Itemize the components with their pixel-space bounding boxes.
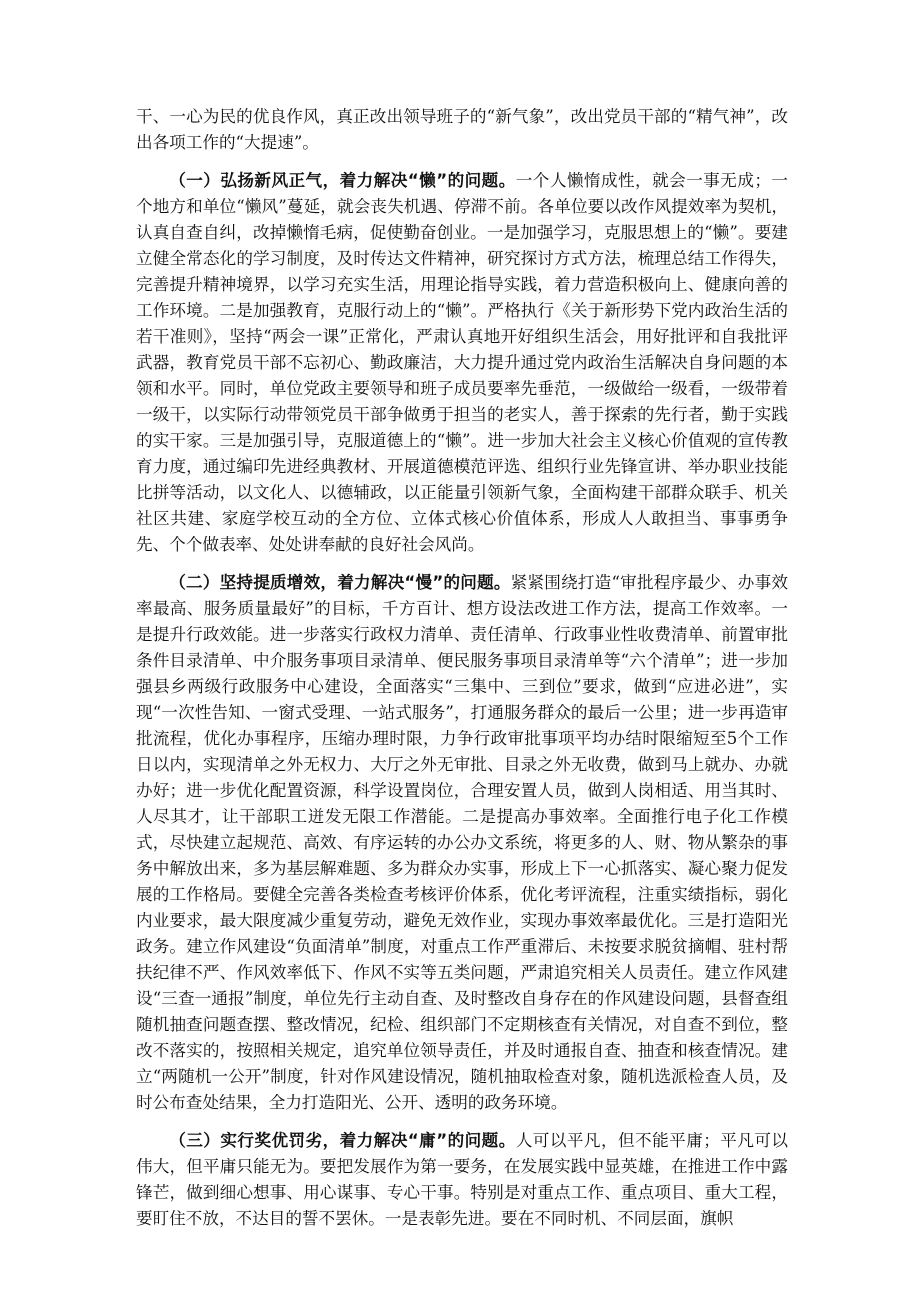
section-heading-lan: （一）弘扬新风正气，着力解决“懒”的问题。 <box>169 171 516 190</box>
paragraph-body: 紧紧围绕打造“审批程序最少、办事效率最高、服务质量最好”的目标，千方百计、想方设法改进工作方法，提高工作效率。一是提升行政效能。进一步落实行政权力清单、责任清单、行政事业性收费清单、前置审批条件目录清单、中介服务事项目录清单、便民服务事项目录清单等“六个清单”；进一步加强县乡两级行政服务中心建设，全面落实“三集中、三到位”要求，做到“应进必进”，实现“一次性告知、一窗式受理、一站式服务”，打通服务群众的最后一公里；进一步再造审批流程，优化办事程序，压缩办理时限，力争行政审批事项平均办结时限缩短至5个工作日以内，实现清单之外无权力、大厅之外无审批、目录之外无收费，做到马上就办、办就办好；进一步优化配置资源，科学设置岗位，合理安置人员，做到人岗相适、用当其时、人尽其才，让干部职工迸发无限工作潜能。二是提高办事效率。全面推行电子化工作模式，尽快建立起规范、高效、有序运转的办公办文系统，将更多的人、财、物从繁杂的事务中解放出来，多为基层解难题、多为群众办实事，形成上下一心抓落实、凝心聚力促发展的工作格局。要健全完善各类检查考核评价体系，优化考评流程，注重实绩指标，弱化内业要求，最大限度减少重复劳动，避免无效作业，实现办事效率最优化。三是打造阳光政务。建立作风建设“负面清单”制度，对重点工作严重滞后、未按要求脱贫摘帽、驻村帮扶纪律不严、作风效率低下、作风不实等五类问题，严肃追究相关人员责任。建立作风建设“三查一通报”制度，单位先行主动自查、及时整改自身存在的作风建设问题，县督查组随机抽查问题查摆、整改情况，纪检、组织部门不定期核查有关情况，对自查不到位，整改不落实的，按照相关规定，追究单位领导责任，并及时通报自查、抽查和核查情况。建立“两随机一公开”制度，针对作风建设情况，随机抽取检查对象，随机选派检查人员，及时公布查处结果，全力打造阳光、公开、透明的政务环境。 <box>136 573 788 1112</box>
section-heading-man: （二）坚持提质增效，着力解决“慢”的问题。 <box>169 573 511 592</box>
section-heading-yong: （三）实行奖优罚劣，着力解决“庸”的问题。 <box>169 1131 516 1150</box>
paragraph-intro <box>136 104 788 156</box>
paragraph-body: 一个人懒惰成性，就会一事无成；一个地方和单位“懒风”蔓延，就会丧失机遇、停滞不前。各单位要以改作风提效率为契机，认真自查自纠，改掉懒惰毛病，促使勤奋创业。一是加强学习，克服思想上的“懒”。要建立健全常态化的学习制度，及时传达文件精神，研究探讨方式方法，梳理总结工作得失，完善提升精神境界，以学习充实生活，用理论指导实践，着力营造积极向上、健康向善的工作环境。二是加强教育，克服行动上的“懒”。严格执行《关于新形势下党内政治生活的若干准则》，坚持“两会一课”正常化，严肃认真地开好组织生活会，用好批评和自我批评武器，教育党员干部不忘初心、勤政廉洁，大力提升通过党内政治生活解决自身问题的本领和水平。同时，单位党政主要领导和班子成员要率先垂范，一级做给一级看，一级带着一级干，以实际行动带领党员干部争做勇于担当的老实人，善于探索的先行者，勤于实践的实干家。三是加强引导，克服道德上的“懒”。进一步加大社会主义核心价值观的宣传教育力度，通过编印先进经典教材、开展道德模范评选、组织行业先锋宣讲、举办职业技能比拼等活动，以文化人、以德辅政，以正能量引领新气象，全面构建干部群众联手、机关社区共建、家庭学校互动的全方位、立体式核心价值体系，形成人人敢担当、事事勇争先、个个做表率、处处讲奉献的良好社会风尚。 <box>136 171 789 554</box>
paragraph-section-3 <box>136 1128 788 1232</box>
paragraph-section-2 <box>136 570 788 1116</box>
paragraph-section-1 <box>136 168 788 558</box>
paragraph-body: 人可以平凡，但不能平庸；平凡可以伟大，但平庸只能无为。要把发展作为第一要务，在发展实践中显英雄，在推进工作中露锋芒，做到细心想事、用心谋事、专心干事。特别是对重点工作、重点项目、重大工程，要盯住不放，不达目的誓不罢休。一是表彰先进。要在不同时机、不同层面，旗帜 <box>136 1131 789 1228</box>
paragraph-body: 干、一心为民的优良作风，真正改出领导班子的“新气象”，改出党员干部的“精气神”，改出各项工作的“大提速”。 <box>136 107 788 152</box>
document-page <box>136 104 788 1244</box>
